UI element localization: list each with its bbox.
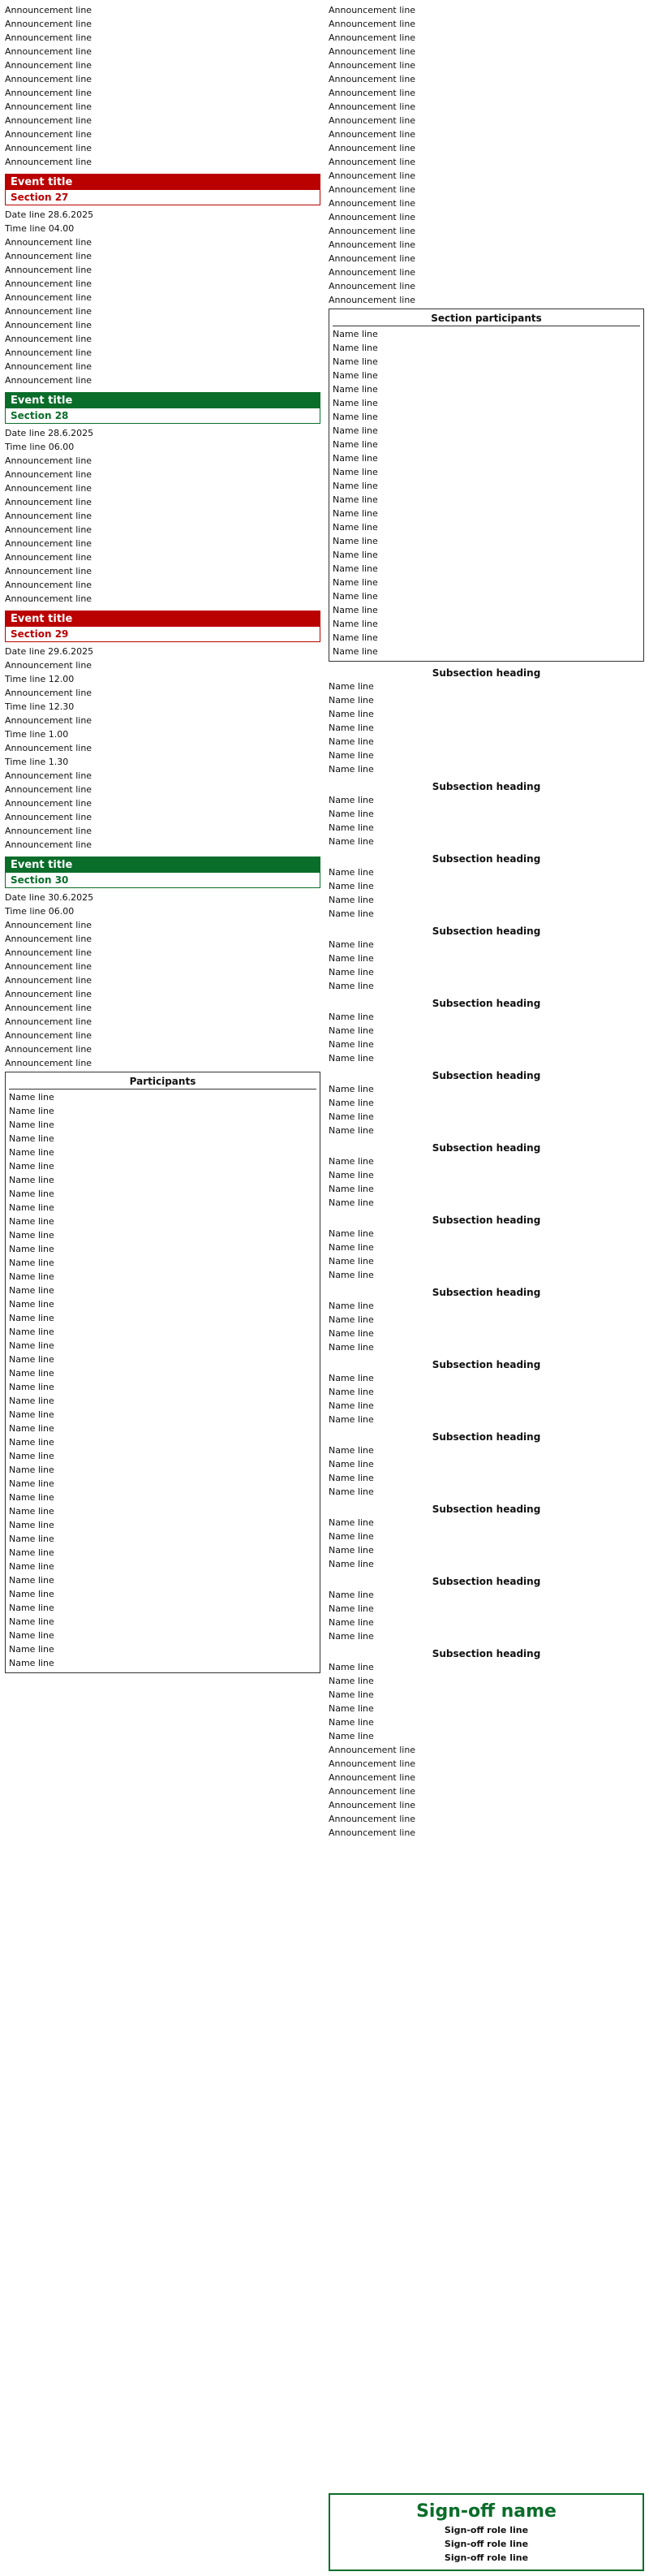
event-line: Announcement line: [5, 770, 92, 781]
subsection-line: Name line: [329, 1228, 374, 1239]
participant-line: Name line: [9, 1465, 54, 1475]
subsection-heading: Subsection heading: [432, 926, 541, 937]
participant-line: Name line: [333, 577, 378, 588]
subsection-line: Name line: [329, 1590, 374, 1600]
subsection-heading: Subsection heading: [432, 1576, 541, 1587]
participant-line: Name line: [9, 1313, 54, 1323]
participant-line: Name line: [9, 1630, 54, 1641]
participant-line: Name line: [9, 1120, 54, 1130]
subsection-heading: Subsection heading: [432, 1142, 541, 1154]
closing-line: Announcement line: [329, 1772, 416, 1783]
subsection-line: Name line: [329, 1098, 374, 1108]
participant-line: Name line: [9, 1603, 54, 1613]
event-line: Announcement line: [5, 375, 92, 386]
event-line: Time line 1.30: [5, 757, 69, 767]
event-line: Announcement line: [5, 334, 92, 344]
intro-line: Announcement line: [329, 101, 416, 112]
participant-line: Name line: [9, 1327, 54, 1337]
event-line: Announcement line: [5, 715, 92, 726]
intro-line: Announcement line: [5, 5, 92, 15]
event-line: Announcement line: [5, 812, 92, 822]
section-banner: [5, 392, 320, 424]
subsection-heading: Subsection heading: [432, 1648, 541, 1659]
participant-line: Name line: [9, 1575, 54, 1586]
event-line: Announcement line: [5, 688, 92, 698]
event-line: Announcement line: [5, 361, 92, 372]
subsection-line: Name line: [329, 1731, 374, 1741]
event-line: Announcement line: [5, 497, 92, 507]
event-line: Announcement line: [5, 511, 92, 521]
banner-title: Event title: [6, 857, 320, 873]
subsection-line: Name line: [329, 1400, 374, 1411]
subsection-line: Name line: [329, 1125, 374, 1136]
subsection-line: Name line: [329, 1387, 374, 1397]
event-line: Time line 06.00: [5, 906, 75, 917]
left-column: [5, 5, 320, 2571]
participant-line: Name line: [9, 1534, 54, 1544]
subsection-line: Name line: [329, 1039, 374, 1050]
participant-line: Name line: [333, 481, 378, 491]
intro-line: Announcement line: [5, 115, 92, 126]
event-line: Date line 30.6.2025: [5, 892, 94, 903]
intro-line: Announcement line: [5, 157, 92, 167]
participant-line: Name line: [9, 1451, 54, 1461]
intro-line: Announcement line: [5, 32, 92, 43]
subsection-heading: Subsection heading: [432, 781, 541, 792]
event-line: Date line 29.6.2025: [5, 646, 94, 657]
subsection-line: Name line: [329, 1156, 374, 1167]
event-line: Announcement line: [5, 947, 92, 958]
event-line: Announcement line: [5, 566, 92, 576]
participant-line: Name line: [9, 1271, 54, 1282]
subsection-heading: Subsection heading: [432, 1215, 541, 1226]
signoff-name: Sign-off name: [416, 2501, 557, 2522]
participant-line: Name line: [9, 1133, 54, 1144]
subsection-line: Name line: [329, 939, 374, 950]
event-line: Announcement line: [5, 839, 92, 850]
intro-line: Announcement line: [329, 60, 416, 71]
subsection-line: Name line: [329, 1445, 374, 1456]
intro-line: Announcement line: [329, 32, 416, 43]
participant-line: Name line: [333, 384, 378, 395]
event-line: Announcement line: [5, 920, 92, 930]
event-line: Announcement line: [5, 320, 92, 330]
event-line: Announcement line: [5, 743, 92, 753]
participant-line: Name line: [333, 632, 378, 643]
right-column: [329, 5, 644, 2571]
event-line: Time line 12.30: [5, 701, 75, 712]
intro-line: Announcement line: [329, 115, 416, 126]
subsection-line: Name line: [329, 1242, 374, 1253]
event-line: Announcement line: [5, 347, 92, 358]
intro-line: Announcement line: [329, 170, 416, 181]
banner-title: Event title: [6, 393, 320, 408]
closing-line: Announcement line: [329, 1786, 416, 1797]
intro-line: Announcement line: [329, 281, 416, 291]
participant-line: Name line: [9, 1437, 54, 1448]
event-line: Announcement line: [5, 660, 92, 671]
intro-line: Announcement line: [5, 88, 92, 98]
intro-line: Announcement line: [5, 60, 92, 71]
participant-line: Name line: [333, 646, 378, 657]
subsection-line: Name line: [329, 1301, 374, 1311]
participant-line: Name line: [333, 508, 378, 519]
participant-line: Name line: [9, 1382, 54, 1392]
section-banner: [5, 611, 320, 642]
intro-line: Announcement line: [5, 19, 92, 29]
subsection-line: Name line: [329, 1531, 374, 1542]
event-line: Time line 12.00: [5, 674, 75, 684]
intro-line: Announcement line: [329, 5, 416, 15]
subsection-line: Name line: [329, 1025, 374, 1036]
subsection-line: Name line: [329, 908, 374, 919]
closing-line: Announcement line: [329, 1814, 416, 1824]
participant-line: Name line: [333, 439, 378, 450]
intro-line: Announcement line: [329, 212, 416, 222]
signoff-block: [329, 2493, 644, 2571]
section-banner: [5, 174, 320, 205]
event-line: Announcement line: [5, 961, 92, 972]
subsection-line: Name line: [329, 1473, 374, 1483]
subsection-line: Name line: [329, 795, 374, 805]
event-line: Time line 1.00: [5, 729, 69, 740]
participant-line: Name line: [333, 591, 378, 602]
participant-line: Name line: [333, 398, 378, 408]
participant-line: Name line: [9, 1409, 54, 1420]
intro-line: Announcement line: [329, 267, 416, 278]
intro-line: Announcement line: [329, 198, 416, 209]
banner-title: Event title: [6, 175, 320, 190]
event-line: Announcement line: [5, 826, 92, 836]
participant-line: Name line: [9, 1396, 54, 1406]
subsection-line: Name line: [329, 1689, 374, 1700]
closing-line: Announcement line: [329, 1745, 416, 1755]
event-line: Announcement line: [5, 975, 92, 986]
event-line: Announcement line: [5, 784, 92, 795]
participant-line: Name line: [9, 1092, 54, 1102]
participant-line: Name line: [333, 343, 378, 353]
subsection-line: Name line: [329, 1617, 374, 1628]
subsection-line: Name line: [329, 1373, 374, 1383]
subsection-line: Name line: [329, 1703, 374, 1714]
subsection-line: Name line: [329, 1314, 374, 1325]
event-line: Announcement line: [5, 1058, 92, 1068]
subsection-line: Name line: [329, 1631, 374, 1642]
participant-line: Name line: [9, 1202, 54, 1213]
event-line: Announcement line: [5, 798, 92, 809]
participant-line: Name line: [9, 1644, 54, 1655]
participant-line: Name line: [9, 1106, 54, 1116]
subsection-line: Name line: [329, 1012, 374, 1022]
subsection-heading: Subsection heading: [432, 998, 541, 1009]
participant-line: Name line: [333, 370, 378, 381]
section-participants-box: [329, 309, 644, 662]
event-line: Announcement line: [5, 1044, 92, 1055]
subsection-line: Name line: [329, 709, 374, 719]
event-line: Announcement line: [5, 483, 92, 494]
participant-line: Name line: [333, 425, 378, 436]
participants-title: Participants: [9, 1076, 316, 1090]
participant-line: Name line: [333, 536, 378, 546]
participant-line: Name line: [333, 329, 378, 339]
event-line: Announcement line: [5, 278, 92, 289]
subsection-line: Name line: [329, 736, 374, 747]
intro-line: Announcement line: [329, 88, 416, 98]
intro-line: Announcement line: [329, 143, 416, 153]
event-line: Announcement line: [5, 306, 92, 317]
subsection-line: Name line: [329, 1256, 374, 1266]
event-line: Time line 06.00: [5, 442, 75, 452]
event-line: Announcement line: [5, 237, 92, 248]
subsection-heading: Subsection heading: [432, 1287, 541, 1298]
event-line: Announcement line: [5, 593, 92, 604]
subsection-line: Name line: [329, 1517, 374, 1528]
participant-line: Name line: [9, 1547, 54, 1558]
event-line: Announcement line: [5, 934, 92, 944]
subsection-line: Name line: [329, 1184, 374, 1194]
subsection-line: Name line: [329, 881, 374, 891]
participant-line: Name line: [9, 1340, 54, 1351]
subsection-line: Name line: [329, 1170, 374, 1180]
intro-line: Announcement line: [329, 239, 416, 250]
banner-subtitle: Section 29: [11, 628, 69, 640]
event-line: Date line 28.6.2025: [5, 428, 94, 438]
participant-line: Name line: [9, 1368, 54, 1379]
subsection-line: Name line: [329, 1559, 374, 1569]
banner-subtitle: Section 27: [11, 192, 69, 203]
event-line: Announcement line: [5, 552, 92, 563]
banner-title: Event title: [6, 611, 320, 627]
subsection-line: Name line: [329, 1197, 374, 1208]
event-line: Announcement line: [5, 251, 92, 261]
participants-box: [5, 1072, 320, 1673]
intro-line: Announcement line: [329, 157, 416, 167]
subsection-line: Name line: [329, 1662, 374, 1672]
participant-line: Name line: [9, 1175, 54, 1185]
participant-line: Name line: [9, 1492, 54, 1503]
subsection-line: Name line: [329, 822, 374, 833]
participant-line: Name line: [333, 467, 378, 477]
participant-line: Name line: [333, 356, 378, 367]
subsection-line: Name line: [329, 1053, 374, 1064]
event-line: Announcement line: [5, 469, 92, 480]
subsection-line: Name line: [329, 1459, 374, 1469]
participant-line: Name line: [9, 1506, 54, 1517]
participant-line: Name line: [9, 1285, 54, 1296]
closing-line: Announcement line: [329, 1800, 416, 1810]
subsection-line: Name line: [329, 1328, 374, 1339]
subsection-line: Name line: [329, 681, 374, 692]
event-line: Announcement line: [5, 1030, 92, 1041]
subsection-line: Name line: [329, 953, 374, 964]
subsection-line: Name line: [329, 1084, 374, 1094]
subsection-heading: Subsection heading: [432, 853, 541, 865]
banner-subtitle: Section 30: [11, 874, 69, 886]
banner-subtitle: Section 28: [11, 410, 69, 421]
participant-line: Name line: [9, 1658, 54, 1668]
event-line: Announcement line: [5, 538, 92, 549]
subsection-line: Name line: [329, 764, 374, 775]
participant-line: Name line: [9, 1216, 54, 1227]
subsection-line: Name line: [329, 750, 374, 761]
intro-line: Announcement line: [329, 184, 416, 195]
subsection-line: Name line: [329, 723, 374, 733]
event-line: Announcement line: [5, 524, 92, 535]
subsection-heading: Subsection heading: [432, 1070, 541, 1081]
participant-line: Name line: [9, 1589, 54, 1599]
intro-line: Announcement line: [5, 129, 92, 140]
intro-line: Announcement line: [329, 295, 416, 305]
intro-line: Announcement line: [5, 101, 92, 112]
event-line: Date line 28.6.2025: [5, 209, 94, 220]
participant-line: Name line: [333, 619, 378, 629]
section-participants-title: Section participants: [333, 313, 640, 326]
participant-line: Name line: [333, 605, 378, 615]
subsection-line: Name line: [329, 1545, 374, 1556]
subsection-line: Name line: [329, 981, 374, 991]
subsection-line: Name line: [329, 1414, 374, 1425]
event-line: Announcement line: [5, 580, 92, 590]
subsection-line: Name line: [329, 867, 374, 878]
participant-line: Name line: [333, 563, 378, 574]
intro-line: Announcement line: [329, 19, 416, 29]
subsection-line: Name line: [329, 836, 374, 847]
participant-line: Name line: [9, 1161, 54, 1171]
intro-line: Announcement line: [5, 46, 92, 57]
participant-line: Name line: [333, 522, 378, 533]
subsection-heading: Subsection heading: [432, 1504, 541, 1515]
subsection-line: Name line: [329, 895, 374, 905]
subsection-line: Name line: [329, 1717, 374, 1728]
subsection-heading: Subsection heading: [432, 1431, 541, 1443]
intro-line: Announcement line: [329, 46, 416, 57]
closing-line: Announcement line: [329, 1758, 416, 1769]
intro-line: Announcement line: [329, 74, 416, 84]
subsection-heading: Subsection heading: [432, 667, 541, 679]
intro-line: Announcement line: [329, 226, 416, 236]
intro-line: Announcement line: [5, 143, 92, 153]
participant-line: Name line: [9, 1299, 54, 1310]
subsection-line: Name line: [329, 1603, 374, 1614]
participant-line: Name line: [9, 1189, 54, 1199]
participant-line: Name line: [9, 1561, 54, 1572]
intro-line: Announcement line: [329, 129, 416, 140]
participant-line: Name line: [333, 412, 378, 422]
closing-line: Announcement line: [329, 1827, 416, 1838]
participant-line: Name line: [9, 1423, 54, 1434]
event-line: Announcement line: [5, 455, 92, 466]
participant-line: Name line: [9, 1616, 54, 1627]
subsection-line: Name line: [329, 967, 374, 977]
participant-line: Name line: [333, 494, 378, 505]
signoff-role: Sign-off role line: [444, 2539, 529, 2549]
participant-line: Name line: [333, 550, 378, 560]
participant-line: Name line: [9, 1147, 54, 1158]
section-banner: [5, 857, 320, 888]
signoff-role: Sign-off role line: [444, 2525, 529, 2535]
event-line: Announcement line: [5, 265, 92, 275]
event-line: Announcement line: [5, 1016, 92, 1027]
subsection-line: Name line: [329, 1111, 374, 1122]
event-line: Time line 04.00: [5, 223, 75, 234]
event-line: Announcement line: [5, 292, 92, 303]
subsection-line: Name line: [329, 1270, 374, 1280]
participant-line: Name line: [9, 1354, 54, 1365]
event-line: Announcement line: [5, 989, 92, 999]
subsection-heading: Subsection heading: [432, 1359, 541, 1370]
participant-line: Name line: [9, 1244, 54, 1254]
intro-line: Announcement line: [329, 253, 416, 264]
participant-line: Name line: [9, 1230, 54, 1241]
participant-line: Name line: [9, 1520, 54, 1530]
participant-line: Name line: [9, 1478, 54, 1489]
signoff-role: Sign-off role line: [444, 2552, 529, 2563]
subsection-line: Name line: [329, 695, 374, 705]
subsection-line: Name line: [329, 1342, 374, 1353]
participant-line: Name line: [9, 1258, 54, 1268]
subsection-line: Name line: [329, 809, 374, 819]
event-line: Announcement line: [5, 1003, 92, 1013]
subsection-line: Name line: [329, 1486, 374, 1497]
subsection-line: Name line: [329, 1676, 374, 1686]
participant-line: Name line: [333, 453, 378, 464]
intro-line: Announcement line: [5, 74, 92, 84]
